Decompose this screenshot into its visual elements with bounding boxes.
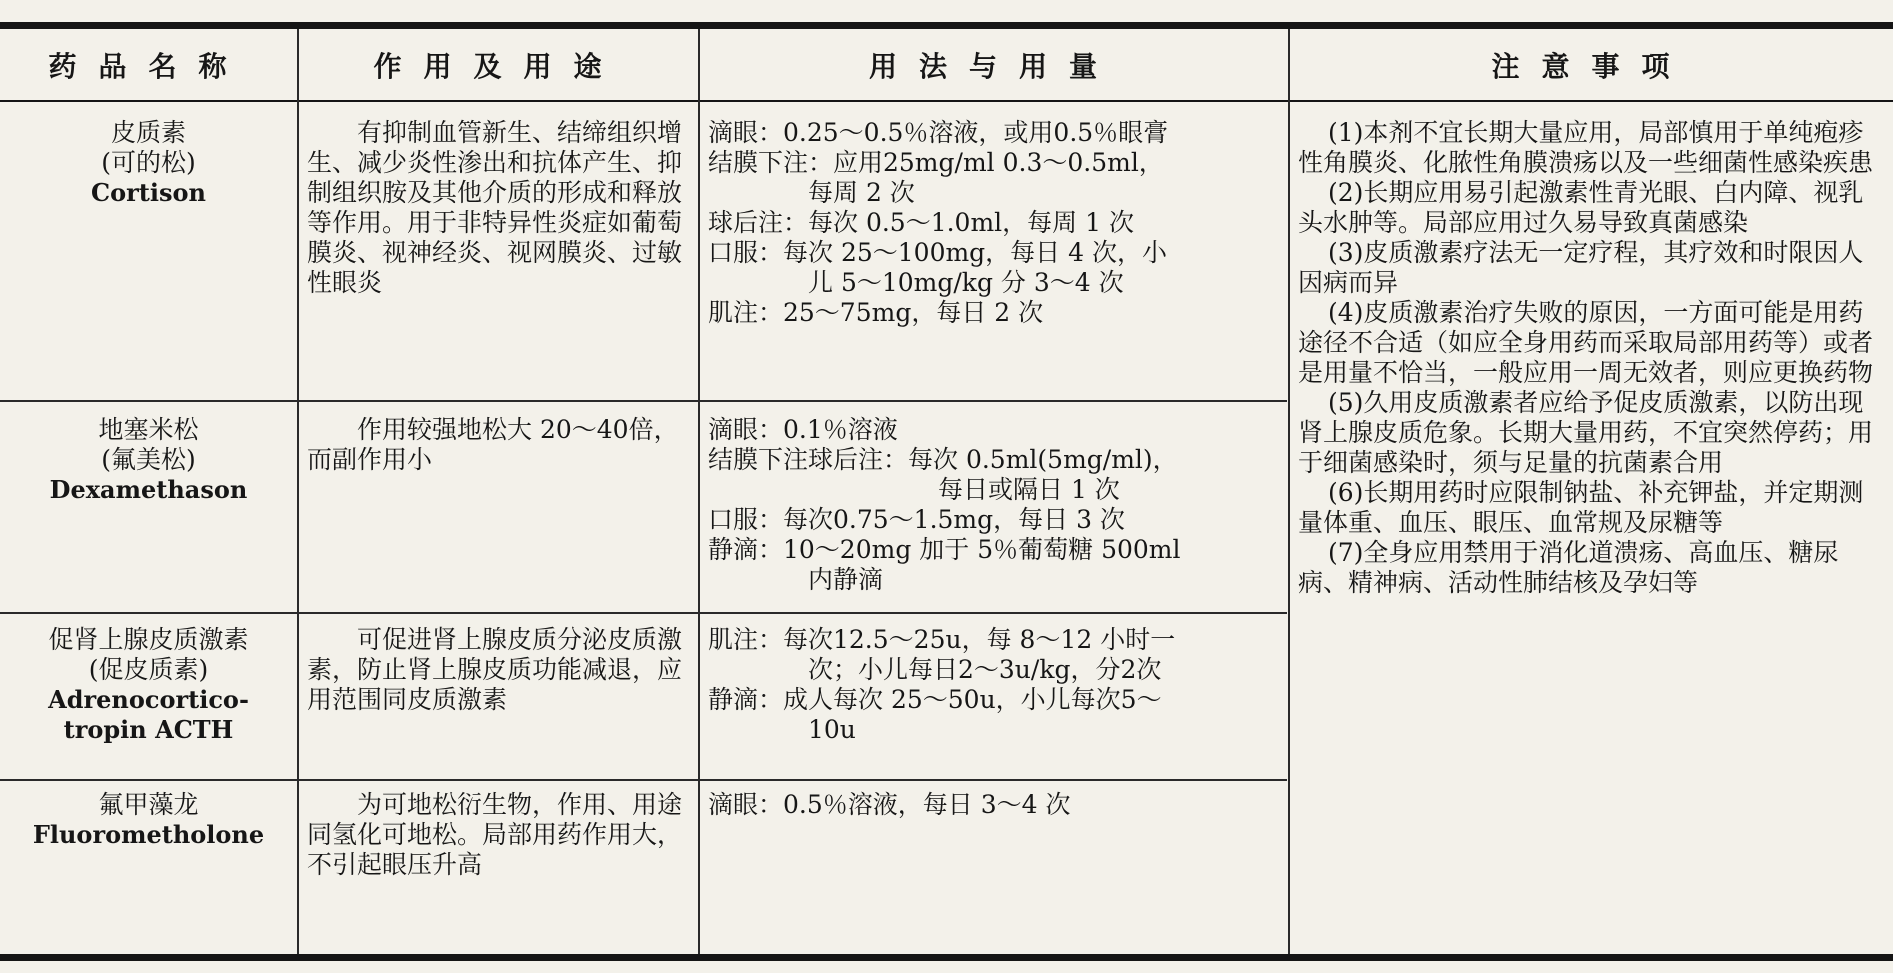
note-item: (4)皮质激素治疗失败的原因，一方面可能是用药途径不合适（如应全身用药而采取局部用药等）或者是用量不恰当，一般应用一周无效者，则应更换药物 xyxy=(1298,298,1874,387)
usage-line: 口服：每次 25～100mg，每日 4 次，小 xyxy=(708,238,1167,267)
usage-line: 肌注：25～75mg，每日 2 次 xyxy=(708,298,1044,327)
drug-name-en: Dexamethason xyxy=(49,475,248,504)
row-divider xyxy=(0,612,1287,614)
drug-name-alt: (可的松) xyxy=(101,148,196,177)
notes-cell xyxy=(1298,118,1886,598)
header-notes: 注意事项 xyxy=(1491,49,1692,83)
drug-name-cn: 皮质素 xyxy=(110,118,186,147)
usage-line: 静滴：10～20mg 加于 5％葡萄糖 500ml xyxy=(708,535,1181,564)
usage-line: 儿 5～10mg/kg 分 3～4 次 xyxy=(808,268,1124,297)
drug-name-alt: (促皮质素) xyxy=(88,655,209,684)
column-divider xyxy=(698,29,700,954)
usage-line: 内静滴 xyxy=(808,565,884,594)
note-item: (3)皮质激素疗法无一定疗程，其疗效和时限因人因病而异 xyxy=(1298,238,1864,297)
usage-line: 球后注：每次 0.5～1.0ml，每周 1 次 xyxy=(708,208,1134,237)
header-usage: 用法与用量 xyxy=(868,49,1119,83)
usage-cell xyxy=(708,790,1283,820)
header-drug-name: 药品名称 xyxy=(48,49,249,83)
header-rule xyxy=(0,100,1893,102)
usage-line: 每周 2 次 xyxy=(808,178,915,207)
top-rule xyxy=(0,22,1893,29)
drug-name-en: Fluorometholone xyxy=(32,820,265,849)
function-cell: 有抑制血管新生、结缔组织增生、减少炎性渗出和抗体产生、抑制组织胺及其他介质的形成和释放等作用。用于非特异性炎症如葡萄膜炎、视神经炎、视网膜炎、过敏性眼炎 xyxy=(307,118,683,297)
drug-name-cn: 氟甲藻龙 xyxy=(98,790,199,819)
usage-line: 结膜下注：应用25mg/ml 0.3～0.5ml， xyxy=(708,148,1164,177)
drug-name-alt: (氟美松) xyxy=(101,445,196,474)
note-item: (2)长期应用易引起激素性青光眼、白内障、视乳头水肿等。局部应用过久易导致真菌感染 xyxy=(1298,178,1864,237)
column-divider xyxy=(297,29,299,954)
usage-cell xyxy=(708,118,1283,328)
function-cell: 作用较强地松大 20～40倍，而副作用小 xyxy=(307,415,679,474)
usage-cell xyxy=(708,415,1283,595)
usage-line: 结膜下注球后注：每次 0.5ml(5mg/ml)， xyxy=(708,445,1178,474)
note-item: (7)全身应用禁用于消化道溃疡、高血压、糖尿病、精神病、活动性肺结核及孕妇等 xyxy=(1298,538,1839,597)
drug-name-cn: 地塞米松 xyxy=(98,415,199,444)
usage-line: 静滴：成人每次 25～50u，小儿每次5～ xyxy=(708,685,1162,714)
drug-name-cell xyxy=(0,625,297,745)
drug-name-cell xyxy=(0,118,297,208)
drug-name-en: Cortison xyxy=(91,178,206,207)
usage-line: 滴眼：0.25～0.5％溶液，或用0.5％眼膏 xyxy=(708,118,1169,147)
row-divider xyxy=(0,400,1287,402)
note-item: (1)本剂不宜长期大量应用，局部慎用于单纯疱疹性角膜炎、化脓性角膜溃疡以及一些细菌性感染疾患 xyxy=(1298,118,1874,177)
usage-line: 次；小儿每日2～3u/kg，分2次 xyxy=(808,655,1162,684)
usage-line: 肌注：每次12.5～25u，每 8～12 小时一 xyxy=(708,625,1176,654)
drug-name-en: Adrenocortico-tropin ACTH xyxy=(48,685,249,744)
note-item: (6)长期用药时应限制钠盐、补充钾盐，并定期测量体重、血压、眼压、血常规及尿糖等 xyxy=(1298,478,1864,537)
function-cell: 为可地松衍生物，作用、用途同氢化可地松。局部用药作用大，不引起眼压升高 xyxy=(307,790,683,879)
header-function: 作用及用途 xyxy=(373,49,624,83)
row-divider xyxy=(0,779,1287,781)
drug-name-cell xyxy=(0,415,297,505)
drug-name-cell xyxy=(0,790,297,850)
usage-line: 每日或隔日 1 次 xyxy=(938,475,1120,504)
usage-line: 滴眼：0.1％溶液 xyxy=(708,415,898,444)
usage-line: 口服：每次0.75～1.5mg，每日 3 次 xyxy=(708,505,1125,534)
column-divider xyxy=(1288,29,1290,954)
function-cell: 可促进肾上腺皮质分泌皮质激素，防止肾上腺皮质功能减退，应用范围同皮质激素 xyxy=(307,625,683,714)
note-item: (5)久用皮质激素者应给予促皮质激素，以防出现肾上腺皮质危象。长期大量用药，不宜突然停药；用于细菌感染时，须与足量的抗菌素合用 xyxy=(1298,388,1874,477)
usage-cell xyxy=(708,625,1283,745)
usage-line: 10u xyxy=(808,715,856,744)
drug-name-cn: 促肾上腺皮质激素 xyxy=(48,625,249,654)
bottom-rule xyxy=(0,954,1893,961)
usage-line: 滴眼：0.5％溶液，每日 3～4 次 xyxy=(708,790,1071,819)
